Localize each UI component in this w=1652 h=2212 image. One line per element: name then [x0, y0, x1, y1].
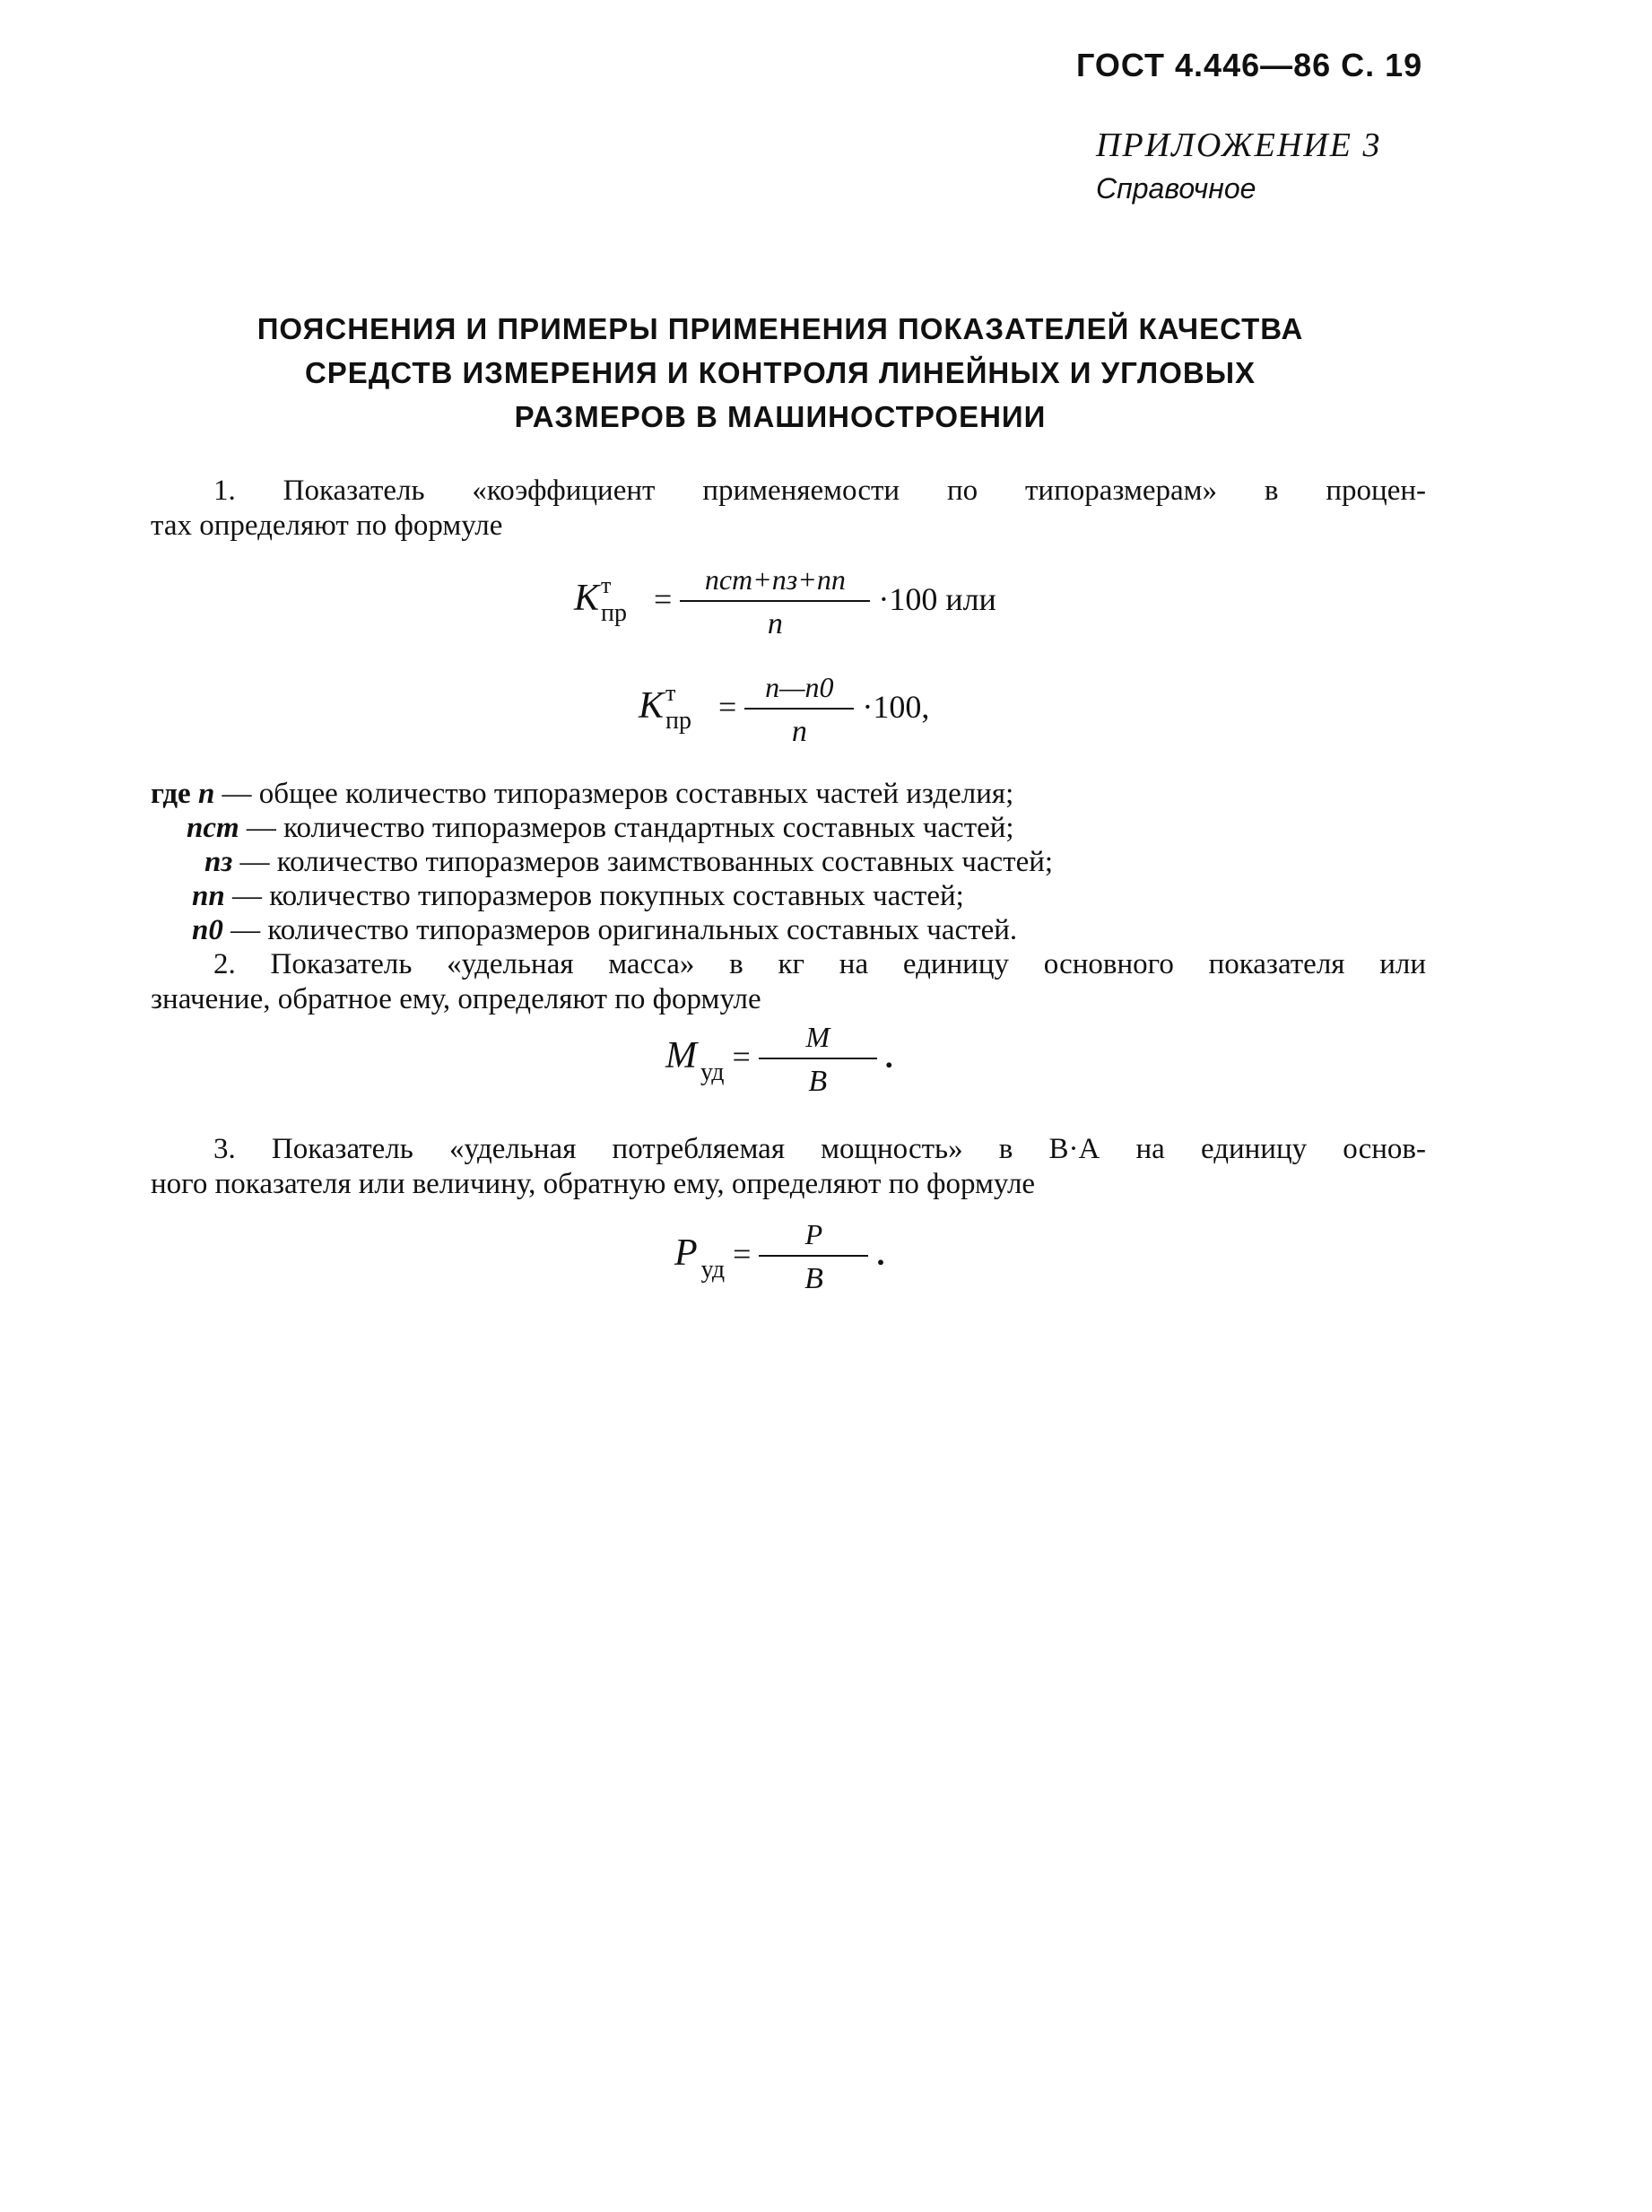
formula-1-numerator: nст+nз+nп — [704, 563, 846, 596]
formula-mass-equals: = — [732, 1038, 751, 1075]
formula-power-denominator: B — [759, 1255, 868, 1296]
section-2-line-1: 2. Показатель «удельная масса» в кг на единицу основного показателя или — [213, 948, 1426, 980]
formula-power-equals: = — [733, 1235, 752, 1272]
formula-2-sup: т — [665, 679, 676, 706]
formula-1-sup: т — [601, 571, 612, 598]
formula-mass-numerator: M — [805, 1021, 830, 1053]
section-3-text — [151, 1132, 1426, 1202]
formula-1-denominator: n — [680, 600, 870, 641]
formula-2-tail: ·100, — [862, 688, 930, 725]
section-1-line-2: тах определяют по формуле — [151, 509, 503, 542]
definition-item: nп — количество типоразмеров покупных составных частей; — [192, 880, 964, 912]
formula-mass-lhs: M — [665, 1034, 697, 1076]
formula-1-lhs: K — [574, 577, 600, 619]
formula-mass-denominator: B — [759, 1058, 877, 1099]
formula-mass — [665, 1021, 893, 1099]
formula-2-equals: = — [718, 688, 737, 725]
formula-power-tail: . — [876, 1235, 885, 1272]
definition-item: nст — количество типоразмеров стандартных составных частей; — [187, 812, 1014, 844]
formula-2-numerator: n—n0 — [765, 671, 834, 703]
formula-2-lhs: K — [639, 684, 665, 727]
formula-1-tail: ·100 или — [878, 580, 996, 617]
section-2-line-2: значение, обратное ему, определяют по формуле — [151, 983, 761, 1015]
formula-power-lhs: P — [674, 1232, 698, 1274]
formula-kpr-1 — [574, 563, 996, 641]
formula-mass-fraction — [759, 1021, 877, 1099]
formula-1-fraction — [680, 563, 870, 641]
document-title — [143, 307, 1417, 439]
formula-2-fraction — [744, 671, 854, 749]
formula-power-numerator: P — [804, 1218, 823, 1250]
title-line-2: СРЕДСТВ ИЗМЕРЕНИЯ И КОНТРОЛЯ ЛИНЕЙНЫХ И УГЛОВЫХ — [304, 356, 1256, 389]
section-1-text — [151, 474, 1426, 544]
section-1-line-1: 1. Показатель «коэффициент применяемости по типоразмерам» в процен- — [213, 475, 1426, 507]
formula-power — [674, 1218, 884, 1296]
definition-item: n0 — количество типоразмеров оригинальных составных частей. — [192, 914, 1018, 946]
formula-mass-sub: уд — [700, 1058, 725, 1086]
section-2-text — [151, 947, 1426, 1017]
formula-2-sub: пр — [665, 706, 691, 735]
definition-item: nз — количество типоразмеров заимствованных составных частей; — [204, 846, 1054, 878]
formula-mass-tail: . — [884, 1038, 893, 1075]
formula-1-sub: пр — [601, 598, 627, 627]
title-line-3: РАЗМЕРОВ В МАШИНОСТРОЕНИИ — [514, 400, 1047, 433]
formula-kpr-2 — [639, 671, 929, 749]
section-3-line-1: 3. Показатель «удельная потребляемая мощность» в В·А на единицу основ- — [213, 1133, 1426, 1165]
formula-power-sub: уд — [700, 1255, 726, 1284]
definition-item: где n — общее количество типоразмеров составных частей изделия; — [151, 778, 1014, 810]
formula-2-denominator: n — [744, 708, 854, 749]
appendix-type: Справочное — [1096, 172, 1256, 205]
formula-power-fraction — [759, 1218, 868, 1296]
definitions-list — [151, 777, 1426, 956]
appendix-label: ПРИЛОЖЕНИЕ 3 — [1096, 126, 1382, 164]
formula-1-equals: = — [654, 580, 673, 617]
section-3-line-2: ного показателя или величину, обратную ему, определяют по формуле — [151, 1168, 1036, 1200]
title-line-1: ПОЯСНЕНИЯ И ПРИМЕРЫ ПРИМЕНЕНИЯ ПОКАЗАТЕЛЕЙ КАЧЕСТВА — [256, 312, 1304, 345]
page-header: ГОСТ 4.446—86 С. 19 — [1076, 47, 1423, 83]
